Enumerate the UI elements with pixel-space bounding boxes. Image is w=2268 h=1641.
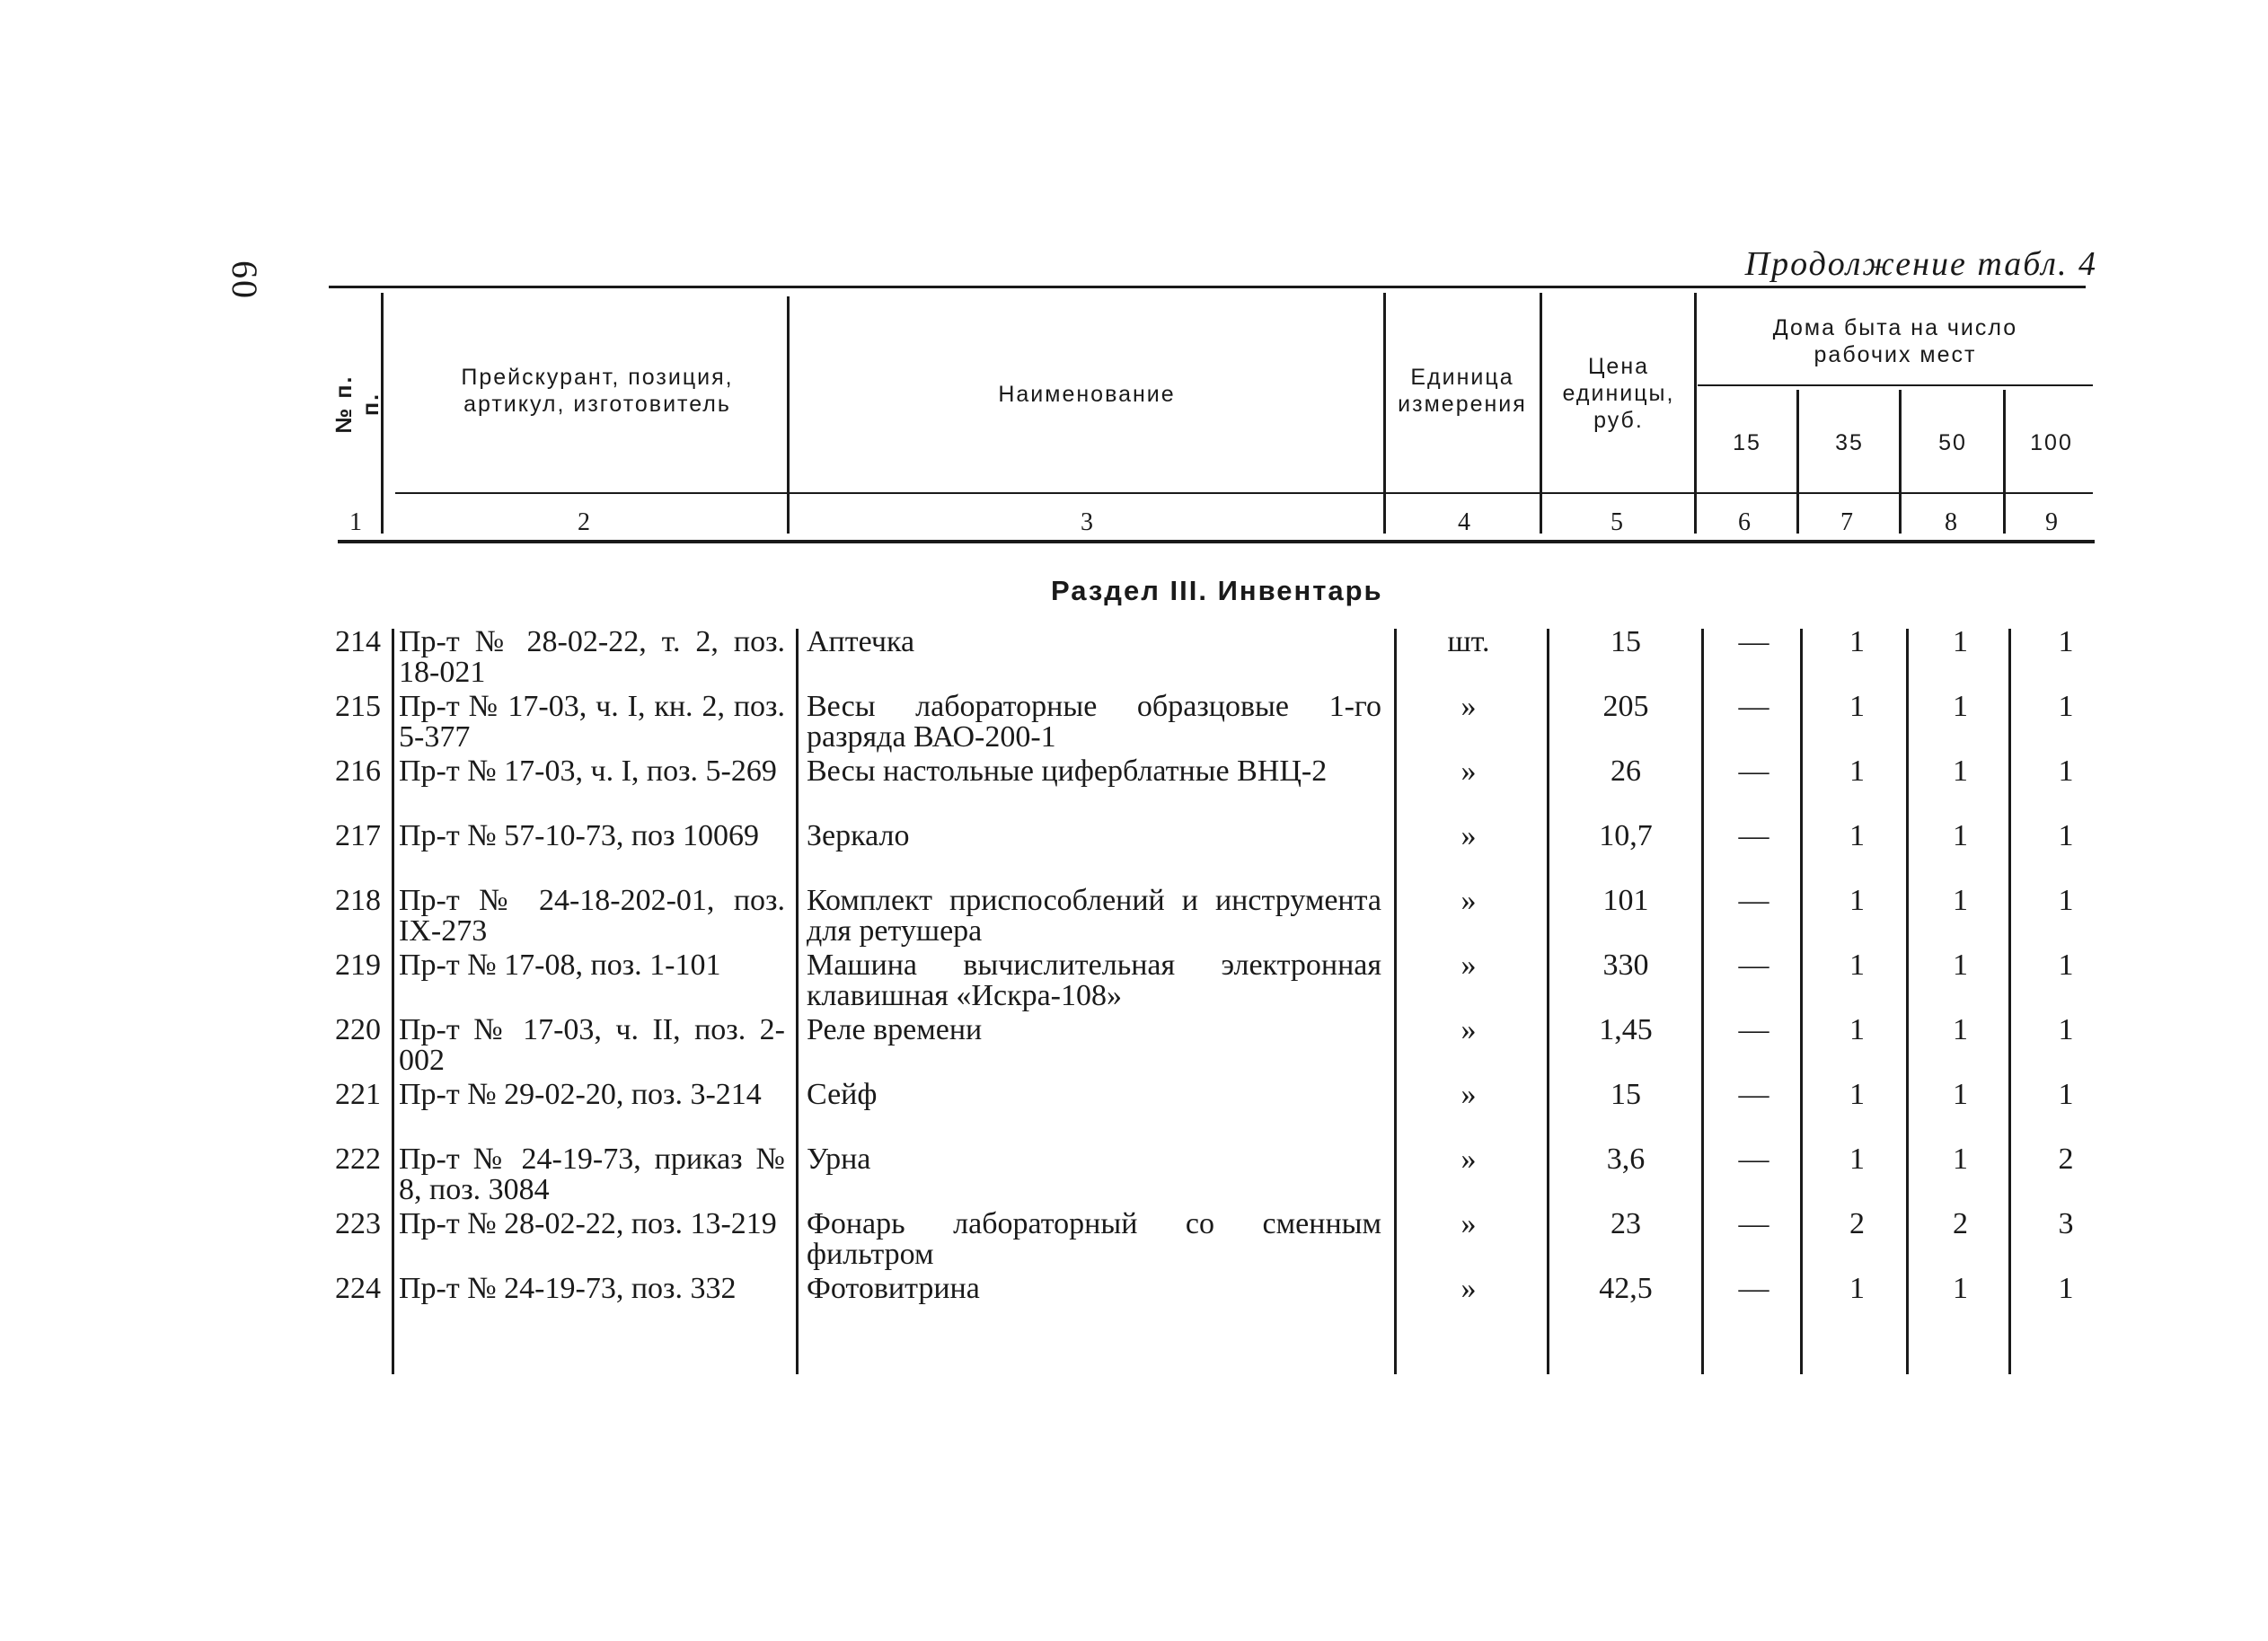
row-qty-35: 1 [1849, 1272, 1865, 1305]
table-row [0, 627, 2268, 692]
table-continuation-caption: Продолжение табл. 4 [1744, 245, 2097, 283]
row-qty-100: 1 [2058, 819, 2074, 852]
row-number: 217 [335, 819, 381, 852]
row-price-ref: Пр-т № 28-02-22, т. 2, поз. 18-021 [399, 625, 785, 689]
row-unit: » [1461, 1078, 1477, 1111]
row-name: Аптечка [807, 625, 915, 658]
row-unit: » [1461, 884, 1477, 917]
section-title: Раздел III. Инвентарь [1051, 575, 1383, 606]
col-number-7: 7 [1840, 508, 1853, 536]
row-number: 216 [335, 754, 381, 788]
table-row [0, 1144, 2268, 1209]
row-qty-50: 1 [1953, 1013, 1968, 1046]
row-number: 223 [335, 1207, 381, 1240]
row-qty-50: 1 [1953, 1272, 1968, 1305]
row-qty-15: — [1738, 819, 1769, 852]
row-cost: 42,5 [1599, 1272, 1653, 1305]
row-qty-50: 1 [1953, 1143, 1968, 1176]
header-vline-6 [1796, 390, 1799, 534]
header-bottom-rule [338, 540, 2095, 543]
col-number-3: 3 [1081, 508, 1093, 536]
row-name: Комплект приспособлений и инструмента для ретушера [807, 884, 1381, 948]
row-qty-100: 1 [2058, 948, 2074, 982]
row-name: Весы настольные циферблатные ВНЦ-2 [807, 754, 1328, 788]
row-number: 219 [335, 948, 381, 982]
header-top-rule [329, 286, 2086, 288]
row-unit: » [1461, 948, 1477, 982]
row-qty-35: 1 [1849, 625, 1865, 658]
row-cost: 26 [1611, 754, 1641, 788]
row-qty-100: 1 [2058, 625, 2074, 658]
row-qty-50: 1 [1953, 754, 1968, 788]
row-qty-15: — [1738, 948, 1769, 982]
row-qty-35: 1 [1849, 948, 1865, 982]
row-qty-15: — [1738, 1143, 1769, 1176]
row-qty-15: — [1738, 1272, 1769, 1305]
row-qty-50: 1 [1953, 884, 1968, 917]
header-col-no: № п. п. [331, 375, 384, 434]
row-unit: » [1461, 690, 1477, 723]
row-qty-15: — [1738, 1078, 1769, 1111]
row-qty-50: 1 [1953, 690, 1968, 723]
row-cost: 330 [1602, 948, 1649, 982]
header-sub-35: 35 [1835, 430, 1864, 455]
row-qty-15: — [1738, 884, 1769, 917]
row-cost: 1,45 [1599, 1013, 1653, 1046]
row-name: Зеркало [807, 819, 910, 852]
row-number: 222 [335, 1143, 381, 1176]
col-number-2: 2 [578, 508, 590, 536]
row-qty-35: 1 [1849, 1013, 1865, 1046]
row-qty-50: 2 [1953, 1207, 1968, 1240]
row-qty-35: 1 [1849, 1078, 1865, 1111]
row-qty-35: 1 [1849, 1143, 1865, 1176]
row-qty-50: 1 [1953, 819, 1968, 852]
row-price-ref: Пр-т № 57-10-73, поз 10069 [399, 819, 759, 852]
row-unit: » [1461, 754, 1477, 788]
header-col-group: Дома быта на число рабочих мест [1772, 315, 2018, 367]
header-col-name: Наименование [998, 382, 1176, 407]
row-price-ref: Пр-т № 17-03, ч. I, кн. 2, поз. 5-377 [399, 690, 785, 754]
table-row [0, 1209, 2268, 1274]
row-qty-100: 2 [2058, 1143, 2074, 1176]
row-unit: » [1461, 1272, 1477, 1305]
row-number: 224 [335, 1272, 381, 1305]
header-sub-15: 15 [1733, 430, 1761, 455]
row-number: 218 [335, 884, 381, 917]
col-number-9: 9 [2045, 508, 2058, 536]
row-qty-15: — [1738, 754, 1769, 788]
row-qty-100: 1 [2058, 690, 2074, 723]
row-unit: » [1461, 1013, 1477, 1046]
row-cost: 15 [1611, 1078, 1641, 1111]
header-vline-2 [787, 296, 790, 534]
row-cost: 15 [1611, 625, 1641, 658]
row-name: Машина вычислительная электронная клавишная «Искра-108» [807, 948, 1381, 1012]
row-qty-15: — [1738, 625, 1769, 658]
table-row [0, 886, 2268, 950]
header-vline-3 [1383, 293, 1386, 534]
col-number-4: 4 [1458, 508, 1470, 536]
row-qty-15: — [1738, 1013, 1769, 1046]
header-sub-rule [395, 492, 2093, 494]
page-number: 60 [225, 260, 265, 300]
row-qty-100: 1 [2058, 754, 2074, 788]
row-qty-35: 1 [1849, 754, 1865, 788]
row-qty-15: — [1738, 690, 1769, 723]
row-unit: шт. [1447, 625, 1490, 658]
header-col-price: Прейскурант, позиция, артикул, изготовитель [461, 365, 734, 417]
col-number-6: 6 [1738, 508, 1751, 536]
header-group-rule [1698, 384, 2093, 386]
row-number: 215 [335, 690, 381, 723]
row-cost: 3,6 [1606, 1143, 1646, 1176]
row-qty-100: 1 [2058, 884, 2074, 917]
row-qty-35: 1 [1849, 819, 1865, 852]
row-unit: » [1461, 1207, 1477, 1240]
table-row [0, 950, 2268, 1015]
table-row [0, 1080, 2268, 1144]
row-cost: 101 [1602, 884, 1649, 917]
row-qty-50: 1 [1953, 948, 1968, 982]
row-price-ref: Пр-т № 24-19-73, поз. 332 [399, 1272, 737, 1305]
row-name: Урна [807, 1143, 871, 1176]
table-row [0, 1015, 2268, 1080]
row-unit: » [1461, 819, 1477, 852]
row-qty-100: 1 [2058, 1078, 2074, 1111]
header-vline-8 [2003, 390, 2006, 534]
row-qty-35: 1 [1849, 690, 1865, 723]
row-name: Фонарь лабораторный со сменным фильтром [807, 1207, 1381, 1271]
row-price-ref: Пр-т № 17-08, поз. 1-101 [399, 948, 721, 982]
header-vline-5 [1694, 293, 1697, 534]
header-sub-100: 100 [2030, 430, 2073, 455]
row-name: Реле времени [807, 1013, 983, 1046]
row-price-ref: Пр-т № 17-03, ч. I, поз. 5-269 [399, 754, 777, 788]
row-number: 221 [335, 1078, 381, 1111]
row-price-ref: Пр-т № 29-02-20, поз. 3-214 [399, 1078, 762, 1111]
table-row [0, 1274, 2268, 1338]
row-name: Весы лабораторные образцовые 1-го разряда ВАО-200-1 [807, 690, 1381, 754]
row-qty-50: 1 [1953, 1078, 1968, 1111]
row-cost: 23 [1611, 1207, 1641, 1240]
row-unit: » [1461, 1143, 1477, 1176]
row-qty-100: 3 [2058, 1207, 2074, 1240]
header-vline-4 [1540, 293, 1542, 534]
row-qty-100: 1 [2058, 1272, 2074, 1305]
header-col-unit: Единица измерения [1398, 365, 1527, 417]
row-price-ref: Пр-т № 17-03, ч. II, поз. 2-002 [399, 1013, 785, 1077]
col-number-1: 1 [349, 508, 362, 536]
row-price-ref: Пр-т № 28-02-22, поз. 13-219 [399, 1207, 777, 1240]
table-row [0, 756, 2268, 821]
row-qty-15: — [1738, 1207, 1769, 1240]
row-price-ref: Пр-т № 24-18-202-01, поз. IX-273 [399, 884, 785, 948]
row-number: 220 [335, 1013, 381, 1046]
col-number-5: 5 [1611, 508, 1623, 536]
table-row [0, 821, 2268, 886]
header-col-cost: Цена единицы, руб. [1562, 354, 1675, 433]
row-cost: 205 [1602, 690, 1649, 723]
row-qty-35: 2 [1849, 1207, 1865, 1240]
row-number: 214 [335, 625, 381, 658]
row-name: Фотовитрина [807, 1272, 980, 1305]
row-price-ref: Пр-т № 24-19-73, приказ № 8, поз. 3084 [399, 1143, 785, 1206]
row-name: Сейф [807, 1078, 878, 1111]
header-vline-7 [1899, 390, 1902, 534]
table-row [0, 692, 2268, 756]
header-sub-50: 50 [1938, 430, 1967, 455]
row-qty-50: 1 [1953, 625, 1968, 658]
row-qty-100: 1 [2058, 1013, 2074, 1046]
row-qty-35: 1 [1849, 884, 1865, 917]
row-cost: 10,7 [1599, 819, 1653, 852]
col-number-8: 8 [1945, 508, 1957, 536]
